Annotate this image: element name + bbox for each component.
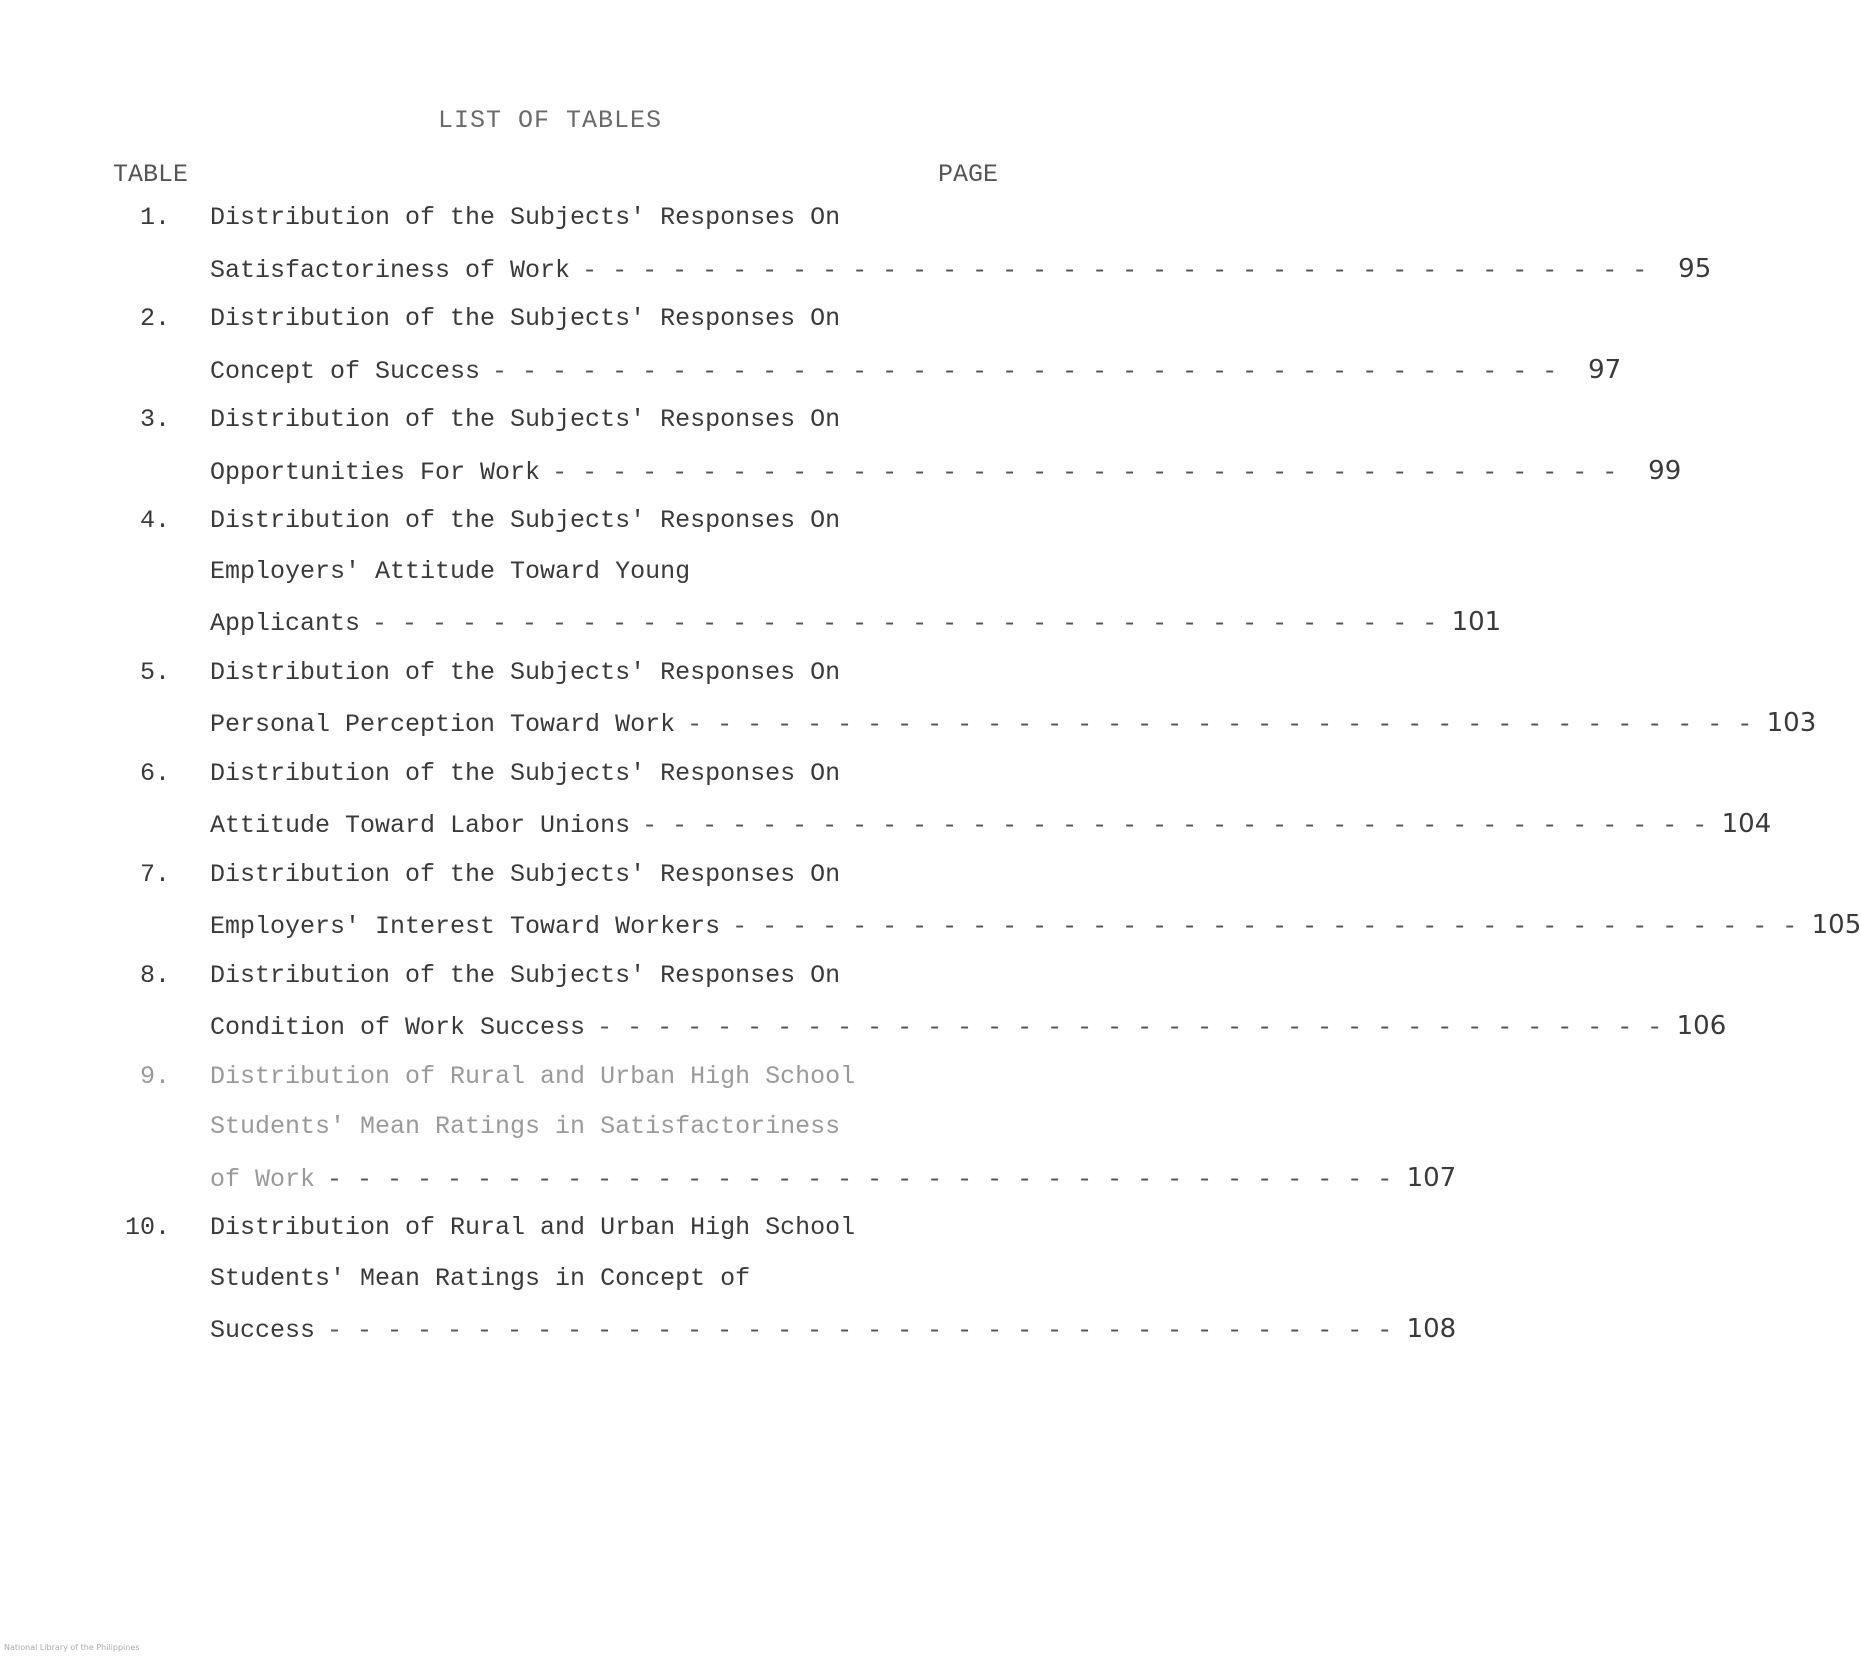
entry-title-line: Distribution of the Subjects' Responses On bbox=[210, 859, 841, 889]
entry-title-line: Distribution of Rural and Urban High School bbox=[210, 1061, 856, 1091]
entry-title-line: Employers' Attitude Toward Young bbox=[210, 556, 691, 586]
entry-title-line: Distribution of the Subjects' Responses On bbox=[210, 657, 841, 687]
entry-number: 10. bbox=[124, 1213, 170, 1242]
entry-title-end: Employers' Interest Toward Workers bbox=[210, 912, 721, 941]
entry-title-line: Distribution of the Subjects' Responses On bbox=[210, 960, 841, 990]
entry-number: 9. bbox=[139, 1061, 170, 1091]
entry-number: 7. bbox=[139, 859, 170, 889]
entry-title-line: Students' Mean Ratings in Concept of bbox=[210, 1263, 751, 1293]
entry-title-line: Distribution of Rural and Urban High School bbox=[210, 1213, 856, 1242]
page-number: 105 bbox=[1811, 910, 1861, 940]
table-entry-row bbox=[210, 602, 1502, 642]
dot-leader: - - - - - - - - - - - - - - - - - - - - - - - - - - - - - - - - - - - - bbox=[597, 1013, 1663, 1042]
table-entry-row bbox=[210, 1158, 1457, 1198]
page-number: 106 bbox=[1676, 1011, 1727, 1041]
dot-leader: - - - - - - - - - - - - - - - - - - - - - - - - - - - - - - - - - - - - bbox=[552, 457, 1618, 487]
entry-number: 1. bbox=[139, 203, 170, 232]
dot-leader: - - - - - - - - - - - - - - - - - - - - - - - - - - - - - - - - - - - - bbox=[492, 356, 1558, 386]
entry-number: 8. bbox=[139, 960, 170, 990]
entry-number: 2. bbox=[139, 304, 170, 333]
entry-title-line: Students' Mean Ratings in Satisfactoriness bbox=[210, 1112, 841, 1141]
table-entry-row bbox=[210, 703, 1817, 743]
entry-title-line: Distribution of the Subjects' Responses On bbox=[210, 203, 841, 232]
entry-title-end: Success bbox=[210, 1316, 316, 1345]
entry-number: 4. bbox=[139, 506, 170, 535]
dot-leader: - - - - - - - - - - - - - - - - - - - - - - - - - - - - - - - - - - - - bbox=[642, 811, 1708, 840]
entry-title-line: Distribution of the Subjects' Responses On bbox=[210, 405, 841, 434]
dot-leader: - - - - - - - - - - - - - - - - - - - - - - - - - - - - - - - - - - - - bbox=[687, 710, 1753, 739]
page-number: 108 bbox=[1406, 1314, 1457, 1344]
table-entry-row bbox=[210, 350, 1622, 390]
table-entry-row bbox=[210, 1006, 1727, 1046]
entry-title-end: Personal Perception Toward Work bbox=[210, 710, 676, 739]
table-entry-row bbox=[210, 1309, 1457, 1349]
page-number: 101 bbox=[1451, 607, 1502, 637]
entry-title-line: Distribution of the Subjects' Responses On bbox=[210, 304, 841, 333]
entry-title-end: Satisfactoriness of Work bbox=[210, 255, 571, 285]
table-entry-row bbox=[210, 905, 1861, 945]
table-entry-row bbox=[210, 804, 1772, 844]
page-number: 104 bbox=[1721, 809, 1772, 839]
entry-number: 3. bbox=[139, 405, 170, 434]
entry-number: 6. bbox=[139, 758, 170, 788]
page-column-header: PAGE bbox=[938, 160, 999, 189]
table-entry-row bbox=[210, 451, 1682, 491]
dot-leader: - - - - - - - - - - - - - - - - - - - - - - - - - - - - - - - - - - - - bbox=[327, 1316, 1393, 1345]
entry-title-end: of Work bbox=[210, 1164, 316, 1194]
entry-title-line: Distribution of the Subjects' Responses On bbox=[210, 758, 841, 788]
dot-leader: - - - - - - - - - - - - - - - - - - - - - - - - - - - - - - - - - - - - bbox=[327, 1164, 1393, 1194]
entry-title-end: Opportunities For Work bbox=[210, 457, 541, 487]
dot-leader: - - - - - - - - - - - - - - - - - - - - - - - - - - - - - - - - - - - - bbox=[582, 255, 1648, 285]
page-title: LIST OF TABLES bbox=[437, 106, 663, 135]
table-entry-row bbox=[210, 249, 1712, 289]
dot-leader: - - - - - - - - - - - - - - - - - - - - - - - - - - - - - - - - - - - - bbox=[732, 912, 1798, 941]
entry-number: 5. bbox=[139, 657, 170, 687]
page-number: 107 bbox=[1406, 1162, 1457, 1193]
entry-title-end: Concept of Success bbox=[210, 356, 481, 386]
entry-title-end: Condition of Work Success bbox=[210, 1013, 586, 1042]
page-number: 103 bbox=[1766, 708, 1817, 738]
entry-title-end: Attitude Toward Labor Unions bbox=[210, 811, 631, 840]
page-number: 95 bbox=[1678, 253, 1712, 284]
footer-note: National Library of the Philippines bbox=[4, 1643, 140, 1652]
table-column-header: TABLE bbox=[113, 160, 189, 189]
page-number: 97 bbox=[1588, 354, 1622, 385]
dot-leader: - - - - - - - - - - - - - - - - - - - - - - - - - - - - - - - - - - - - bbox=[372, 609, 1438, 638]
entry-title-line: Distribution of the Subjects' Responses On bbox=[210, 506, 841, 535]
page-number: 99 bbox=[1648, 455, 1682, 486]
entry-title-end: Applicants bbox=[210, 609, 361, 638]
